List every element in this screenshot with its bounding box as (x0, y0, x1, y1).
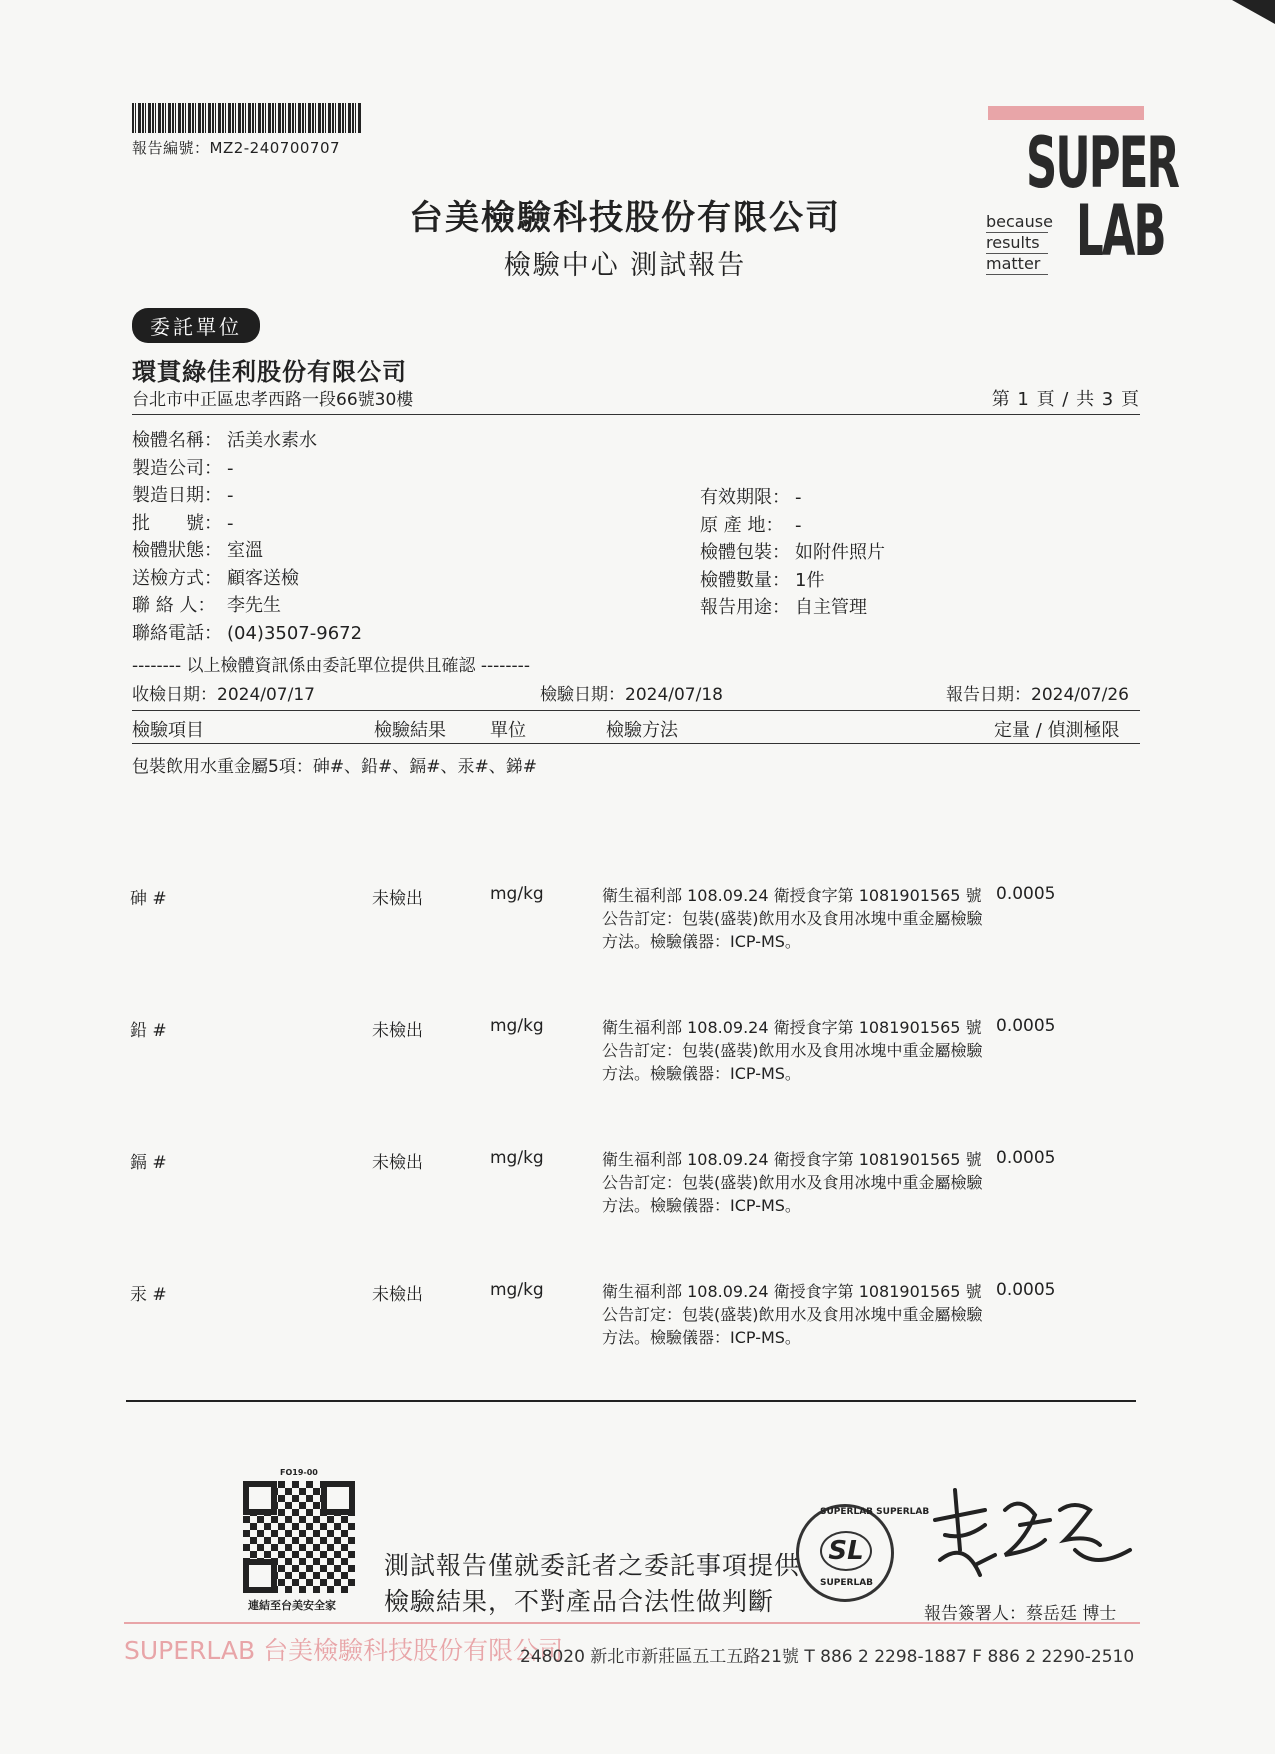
table-row (0, 884, 1275, 994)
disclaimer (384, 1548, 800, 1620)
footer-brand: SUPERLAB 台美檢驗科技股份有限公司 (124, 1636, 564, 1665)
info-value: - (227, 457, 234, 479)
row-method: 衛生福利部 108.09.24 衛授食字第 1081901565 號公告訂定：包裝(盛裝)飲用水及食用冰塊中重金屬檢驗方法。檢驗儀器：ICP-MS。 (602, 886, 983, 951)
info-label: 檢體數量： (700, 569, 790, 591)
row-item: 汞 # (130, 1285, 167, 1305)
footer-address: 248020 新北市新莊區五工五路21號 T 886 2 2298-1887 F 886 2 2290-2510 (520, 1647, 1135, 1667)
info-label: 製造日期： (132, 485, 222, 506)
seal-ring-text: SUPERLAB SUPERLAB (820, 1507, 930, 1517)
info-label: 製造公司： (132, 457, 222, 479)
divider (132, 743, 1140, 744)
logo-lab: LAB (1076, 190, 1165, 272)
logo-tag-2: results (986, 233, 1048, 254)
info-value: 活美水素水 (227, 430, 317, 451)
info-label: 檢體包裝： (700, 542, 790, 563)
col-header-item: 檢驗項目 (132, 720, 204, 741)
report-number: 報告編號：MZ2-240700707 (132, 139, 341, 157)
info-label: 聯絡電話： (132, 622, 222, 644)
table-row (0, 1016, 1275, 1126)
handwritten-signature (925, 1480, 1135, 1600)
divider (126, 1400, 1136, 1402)
signer: 報告簽署人：蔡岳廷 博士 (924, 1604, 1117, 1624)
info-row (132, 482, 362, 510)
info-label: 有效期限： (700, 487, 790, 508)
col-header-method: 檢驗方法 (606, 720, 678, 741)
divider (132, 710, 1140, 711)
logo-super: SUPER (1026, 122, 1179, 204)
table-row (0, 1148, 1275, 1258)
received-date: 收檢日期：2024/07/17 (132, 685, 315, 705)
page-corner-mark (1232, 0, 1275, 24)
row-result: 未檢出 (372, 1021, 423, 1041)
row-method: 衛生福利部 108.09.24 衛授食字第 1081901565 號公告訂定：包裝(盛裝)飲用水及食用冰塊中重金屬檢驗方法。檢驗儀器：ICP-MS。 (602, 1150, 983, 1215)
col-header-result: 檢驗結果 (374, 720, 446, 741)
col-header-unit: 單位 (490, 720, 526, 741)
report-title: 檢驗中心 測試報告 (503, 250, 747, 281)
info-label: 報告用途： (700, 597, 790, 618)
info-row (132, 455, 362, 483)
row-item: 砷 # (130, 889, 167, 909)
row-item: 鉛 # (130, 1021, 167, 1041)
info-label: 送檢方式： (132, 567, 222, 589)
info-row (700, 512, 885, 540)
seal-ring-text: SUPERLAB (820, 1578, 874, 1588)
info-label: 原 產 地： (700, 514, 784, 536)
report-date: 報告日期：2024/07/26 (946, 685, 1129, 705)
info-row (132, 427, 362, 455)
row-item: 鎘 # (130, 1153, 167, 1173)
info-row (700, 594, 885, 622)
sample-info-left (132, 427, 362, 647)
row-unit: mg/kg (490, 1148, 544, 1168)
info-value: 如附件照片 (795, 542, 885, 563)
col-header-limit: 定量 / 偵測極限 (994, 720, 1120, 741)
confirm-note: -------- 以上檢體資訊係由委託單位提供且確認 -------- (132, 656, 530, 676)
row-limit: 0.0005 (996, 1148, 1056, 1168)
barcode (132, 103, 362, 133)
info-value: - (227, 512, 234, 534)
row-unit: mg/kg (490, 1280, 544, 1300)
form-code: FO19-00 (280, 1468, 318, 1477)
disclaimer-line-2: 檢驗結果，不對產品合法性做判斷 (384, 1587, 775, 1616)
info-value: 自主管理 (795, 597, 867, 618)
seal-mark: SL (820, 1531, 872, 1571)
info-label: 批 號： (132, 512, 222, 534)
client-address: 台北市中正區忠孝西路一段66號30樓 (132, 390, 414, 410)
info-row (132, 537, 362, 565)
info-value: 顧客送檢 (227, 567, 299, 589)
row-unit: mg/kg (490, 884, 544, 904)
info-value: 李先生 (227, 595, 281, 616)
info-label: 檢體狀態： (132, 540, 222, 561)
info-value: 室溫 (227, 540, 263, 561)
info-row (700, 539, 885, 567)
company-title: 台美檢驗科技股份有限公司 (409, 198, 841, 238)
client-badge: 委託單位 (132, 308, 260, 343)
qr-code[interactable] (243, 1481, 355, 1593)
info-value: 1件 (795, 569, 825, 591)
logo-tag-1: because (986, 212, 1053, 231)
disclaimer-line-1: 測試報告僅就委託者之委託事項提供 (384, 1551, 801, 1580)
row-limit: 0.0005 (996, 1280, 1056, 1300)
info-value: - (795, 487, 802, 508)
info-row (132, 510, 362, 538)
logo-tag-3: matter (986, 254, 1048, 275)
info-row (700, 567, 885, 595)
info-value: - (795, 514, 802, 536)
divider (132, 414, 1140, 415)
row-result: 未檢出 (372, 1285, 423, 1305)
qr-caption: 連結至台美安全家 (248, 1599, 336, 1612)
row-method: 衛生福利部 108.09.24 衛授食字第 1081901565 號公告訂定：包裝(盛裝)飲用水及食用冰塊中重金屬檢驗方法。檢驗儀器：ICP-MS。 (602, 1282, 983, 1347)
footer-divider (124, 1622, 1140, 1624)
info-row (700, 484, 885, 512)
row-unit: mg/kg (490, 1016, 544, 1036)
info-row (132, 620, 362, 648)
info-value: (04)3507-9672 (227, 622, 363, 644)
info-label: 檢體名稱： (132, 430, 222, 451)
table-row (0, 1280, 1275, 1390)
info-label: 聯 絡 人： (132, 595, 216, 616)
logo-tagline (986, 212, 1053, 275)
client-name: 環貫綠佳利股份有限公司 (132, 358, 407, 386)
test-date: 檢驗日期：2024/07/18 (540, 685, 723, 705)
row-limit: 0.0005 (996, 884, 1056, 904)
sample-info-right (700, 484, 885, 622)
logo-accent-bar (988, 106, 1144, 120)
info-row (132, 592, 362, 620)
test-group-title: 包裝飲用水重金屬5項：砷#、鉛#、鎘#、汞#、銻# (132, 757, 538, 777)
page-number: 第 1 頁 / 共 3 頁 (991, 389, 1140, 410)
row-method: 衛生福利部 108.09.24 衛授食字第 1081901565 號公告訂定：包裝(盛裝)飲用水及食用冰塊中重金屬檢驗方法。檢驗儀器：ICP-MS。 (602, 1018, 983, 1083)
info-row (132, 565, 362, 593)
row-limit: 0.0005 (996, 1016, 1056, 1036)
row-result: 未檢出 (372, 889, 423, 909)
row-result: 未檢出 (372, 1153, 423, 1173)
info-value: - (227, 485, 234, 506)
